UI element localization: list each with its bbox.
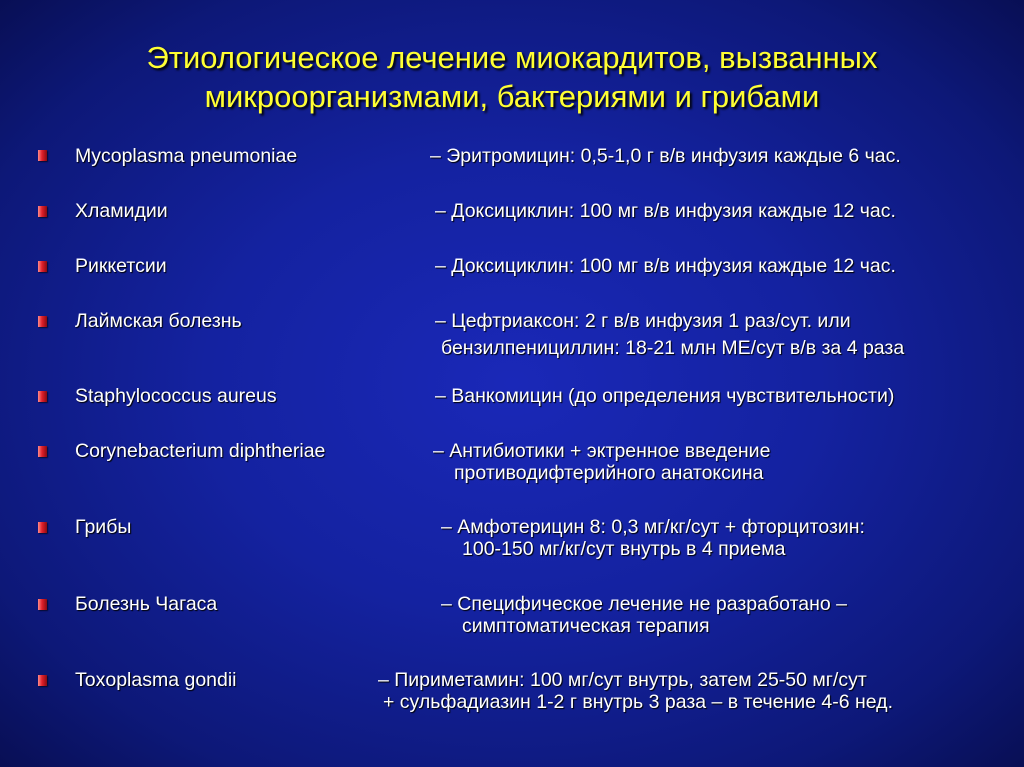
title-line-1: Этиологическое лечение миокардитов, вызванных bbox=[146, 40, 878, 75]
pathogen-name: Corynebacterium diphtheriae bbox=[75, 440, 326, 462]
pathogen-name: Грибы bbox=[75, 516, 132, 538]
bullet-icon bbox=[38, 316, 47, 327]
treatment-line: 100-150 мг/кг/сут внутрь в 4 приема bbox=[462, 538, 786, 560]
bullet-icon bbox=[38, 261, 47, 272]
pathogen-name: Болезнь Чагаса bbox=[75, 593, 218, 615]
bullet-icon bbox=[38, 446, 47, 457]
pathogen-name: Mycoplasma pneumoniae bbox=[75, 145, 298, 167]
treatment-line: – Амфотерицин 8: 0,3 мг/кг/сут + фторцитозин: bbox=[441, 516, 865, 538]
pathogen-name: Риккетсии bbox=[75, 255, 167, 277]
treatment-line: – Антибиотики + эктренное введение bbox=[433, 440, 771, 462]
treatment-line: противодифтерийного анатоксина bbox=[454, 462, 764, 484]
slide-title bbox=[0, 38, 1024, 116]
bullet-icon bbox=[38, 391, 47, 402]
bullet-icon bbox=[38, 675, 47, 686]
bullet-icon bbox=[38, 522, 47, 533]
treatment-line: + сульфадиазин 1-2 г внутрь 3 раза – в течение 4-6 нед. bbox=[383, 691, 893, 713]
treatment-line: – Пириметамин: 100 мг/сут внутрь, затем 25-50 мг/сут bbox=[378, 669, 867, 691]
bullet-icon bbox=[38, 150, 47, 161]
pathogen-name: Staphylococcus aureus bbox=[75, 385, 277, 407]
bullet-icon bbox=[38, 206, 47, 217]
treatment-line: – Доксициклин: 100 мг в/в инфузия каждые 12 час. bbox=[435, 255, 896, 277]
treatment-line: – Цефтриаксон: 2 г в/в инфузия 1 раз/сут. или bbox=[435, 310, 851, 332]
bullet-icon bbox=[38, 599, 47, 610]
pathogen-name: Toxoplasma gondii bbox=[75, 669, 237, 691]
pathogen-name: Лаймская болезнь bbox=[75, 310, 242, 332]
treatment-line: симптоматическая терапия bbox=[462, 615, 710, 637]
treatment-line: – Специфическое лечение не разработано – bbox=[441, 593, 848, 615]
treatment-line: – Доксициклин: 100 мг в/в инфузия каждые 12 час. bbox=[435, 200, 896, 222]
pathogen-name: Хламидии bbox=[75, 200, 168, 222]
treatment-line: – Ванкомицин (до определения чувствительности) bbox=[435, 385, 895, 407]
title-line-2: микроорганизмами, бактериями и грибами bbox=[204, 79, 820, 114]
treatment-line: бензилпенициллин: 18-21 млн МЕ/сут в/в за 4 раза bbox=[441, 337, 905, 359]
treatment-line: – Эритромицин: 0,5-1,0 г в/в инфузия каждые 6 час. bbox=[430, 145, 901, 167]
